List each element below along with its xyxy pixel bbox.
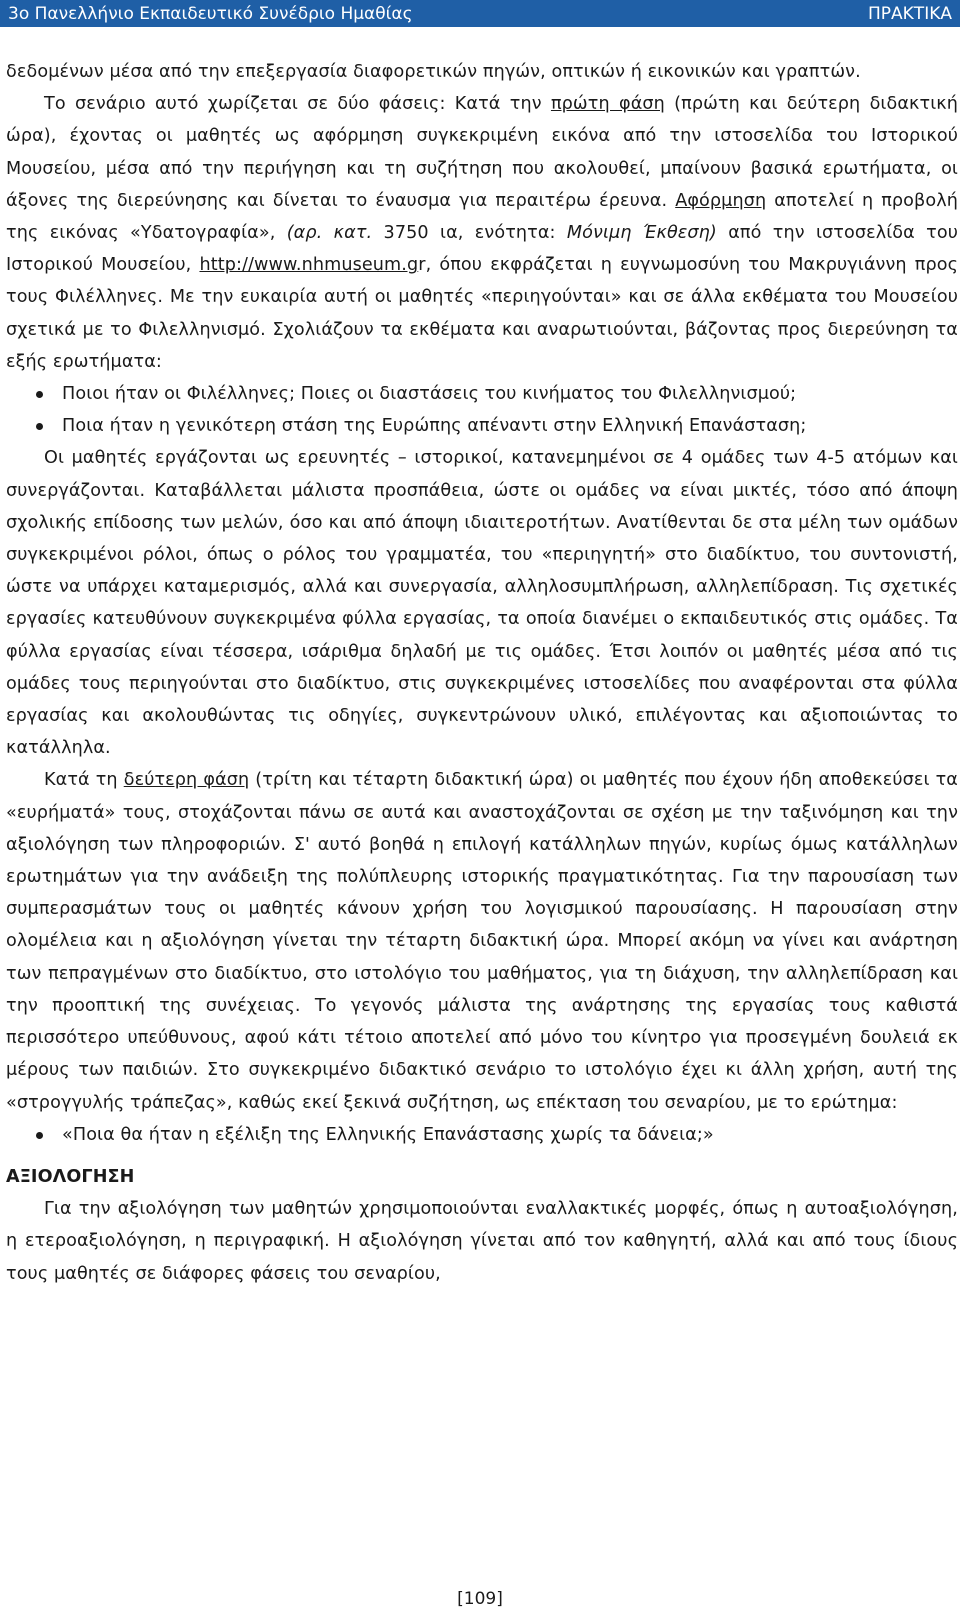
paragraph-scenario-phases xyxy=(6,88,958,378)
text-segment: Κατά τη xyxy=(44,770,124,791)
text-segment: 3750 ια, ενότητα: xyxy=(372,223,567,244)
text-segment: από την ιστοσελίδα του Ιστορικού Μουσείου, xyxy=(6,223,958,276)
first-phase-term: πρώτη φάση xyxy=(550,94,665,115)
text-segment: r, όπου εκφράζεται η ευγνωμοσύνη του Μακρυγιάννη προς τους Φιλέλληνες. Με την ευκαιρία αυτή οι μαθητές «περιηγούνται» και σε άλλα εκθέματα του Μουσείου σχετικά με το Φιλελληνισμό. Σχολιάζουν τα εκθέματα και αναρωτιούνται, βάζοντας προς διερεύνηση τα εξής ερωτήματα: xyxy=(6,255,959,372)
list-item: «Ποια θα ήταν η εξέλιξη της Ελληνικής Επανάστασης χωρίς τα δάνεια;» xyxy=(6,1119,958,1151)
proceedings-label: ΠΡΑΚΤΙΚΑ xyxy=(868,3,952,24)
question-list xyxy=(6,378,958,442)
page-number: [109] xyxy=(457,1589,503,1609)
catalog-number: (αρ. κατ. xyxy=(286,223,373,244)
paragraph-groups: Οι μαθητές εργάζονται ως ερευνητές – ιστορικοί, κατανεμημένοι σε 4 ομάδες των 4-5 ατόμων και συνεργάζονται. Καταβάλλεται μάλιστα προσπάθεια, ώστε οι ομάδες να είναι μικτές, τόσο από άποψη σχολικής επίδοσης των μελών, όσο και από άποψη ιδιαιτεροτήτων. Ανατίθενται δε στα μέλη των ομάδων συγκεκριμένοι ρόλοι, όπως ο ρόλος του γραμματέα, του «περιηγητή» στο διαδίκτυο, του συντονιστή, ώστε να υπάρχει καταμερισμός, αλλά και συνεργασία, αλληλοσυμπλήρωση, αλληλεπίδραση. Τις σχετικές εργασίες κατευθύνουν συγκεκριμένα φύλλα εργασίας, τα οποία διανέμει ο εκπαιδευτικός στις ομάδες. Τα φύλλα εργασίας είναι τέσσερα, ισάριθμα δηλαδή με τις ομάδες. Έτσι λοιπόν οι μαθητές μέσα από τις ομάδες τους περιηγούνται στο διαδίκτυο, στις συγκεκριμένες ιστοσελίδες που αναφέρονται στα φύλλα εργασίας και ακολουθώντας τις οδηγίες, συγκεντρώνουν υλικό, επιλέγοντας και αξιοποιώντας το κατάλληλα. xyxy=(6,448,958,759)
exhibition-name: Μόνιμη Έκθεση) xyxy=(566,223,717,244)
afformisi-term: Αφόρμηση xyxy=(675,190,767,211)
text-segment: (τρίτη και τέταρτη διδακτική ώρα) οι μαθητές που έχουν ήδη αποθεκεύσει τα «ευρήματά» τους, στοχάζονται πάνω σε αυτά και αναστοχάζονται σε σχέση με την ταξινόμηση και την αξιολόγηση των πληροφοριών. Σ' αυτό βοηθά η επιλογή κατάλληλων πηγών, κυρίως όμως κατάλληλων ερωτημάτων για την ανάδειξη της πολύπλευρης ιστορικής πραγματικότητας. Για την παρουσίαση των συμπερασμάτων τους οι μαθητές κάνουν χρήση του λογισμικού παρουσίασης. Η παρουσίαση στην ολομέλεια και η αξιολόγηση γίνεται την τέταρτη διδακτική ώρα. Μπορεί ακόμη να γίνει και ανάρτηση των πεπραγμένων στο διαδίκτυο, στο ιστολόγιο του μαθήματος, για τη διάχυση, την αλληλεπίδραση και την προοπτική της συνέχειας. Το γεγονός μάλιστα της ανάρτησης της εργασίας τους καθιστά περισσότερο υπεύθυνους, αφού κάτι τέτοιο αποτελεί από μόνο του κίνητρο για προσεγμένη δουλειά εκ μέρους των παιδιών. Στο συγκεκριμένο διδακτικό σενάριο το ιστολόγιο έχει κι άλλη χρήση, αυτή της «στρογγυλής τράπεζας», καθώς εκεί ξεκινά συζήτηση, ως επέκταση του σεναρίου, με το ερώτημα: xyxy=(6,770,958,1113)
paragraph-continuation: δεδομένων μέσα από την επεξεργασία διαφορετικών πηγών, οπτικών ή εικονικών και γραπτών. xyxy=(6,62,861,82)
second-phase-term: δεύτερη φάση xyxy=(123,770,250,791)
blog-question-list xyxy=(6,1119,958,1151)
page-header xyxy=(0,0,960,27)
text-segment: αποτελεί η προβολή της εικόνας «Υδατογραφία», xyxy=(6,190,959,244)
text-segment: Το σενάριο αυτό χωρίζεται σε δύο φάσεις: Κατά την xyxy=(44,94,551,115)
document-body xyxy=(6,56,958,1290)
paragraph-second-phase xyxy=(6,764,958,1118)
text-segment: (πρώτη και δεύτερη διδακτική ώρα), έχοντας οι μαθητές ως αφόρμηση συγκεκριμένη εικόνα από την ιστοσελίδα του Ιστορικού Μουσείου, μέσα από την περιήγηση και τη συζήτηση που ακολουθεί, μπαίνουν βασικά ερωτήματα, οι άξονες της διερεύνησης και δίνεται το έναυσμα για περαιτέρω έρευνα. xyxy=(6,94,958,211)
conference-title: 3ο Πανελλήνιο Εκπαιδευτικό Συνέδριο Ημαθίας xyxy=(8,3,413,24)
list-item: Ποιοι ήταν οι Φιλέλληνες; Ποιες οι διαστάσεις του κινήματος του Φιλελληνισμού; xyxy=(6,378,958,410)
list-item: Ποια ήταν η γενικότερη στάση της Ευρώπης απέναντι στην Ελληνική Επανάσταση; xyxy=(6,410,958,442)
museum-link[interactable]: http://www.nhmuseum.g xyxy=(199,255,419,276)
paragraph-assessment: Για την αξιολόγηση των μαθητών χρησιμοποιούνται εναλλακτικές μορφές, όπως η αυτοαξιολόγηση, η ετεροαξιολόγηση, η περιγραφική. Η αξιολόγηση γίνεται από τον καθηγητή, αλλά και από τους ίδιους τους μαθητές σε διάφορες φάσεις του σεναρίου, xyxy=(6,1199,958,1284)
section-heading: ΑΞΙΟΛΟΓΗΣΗ xyxy=(6,1166,135,1187)
